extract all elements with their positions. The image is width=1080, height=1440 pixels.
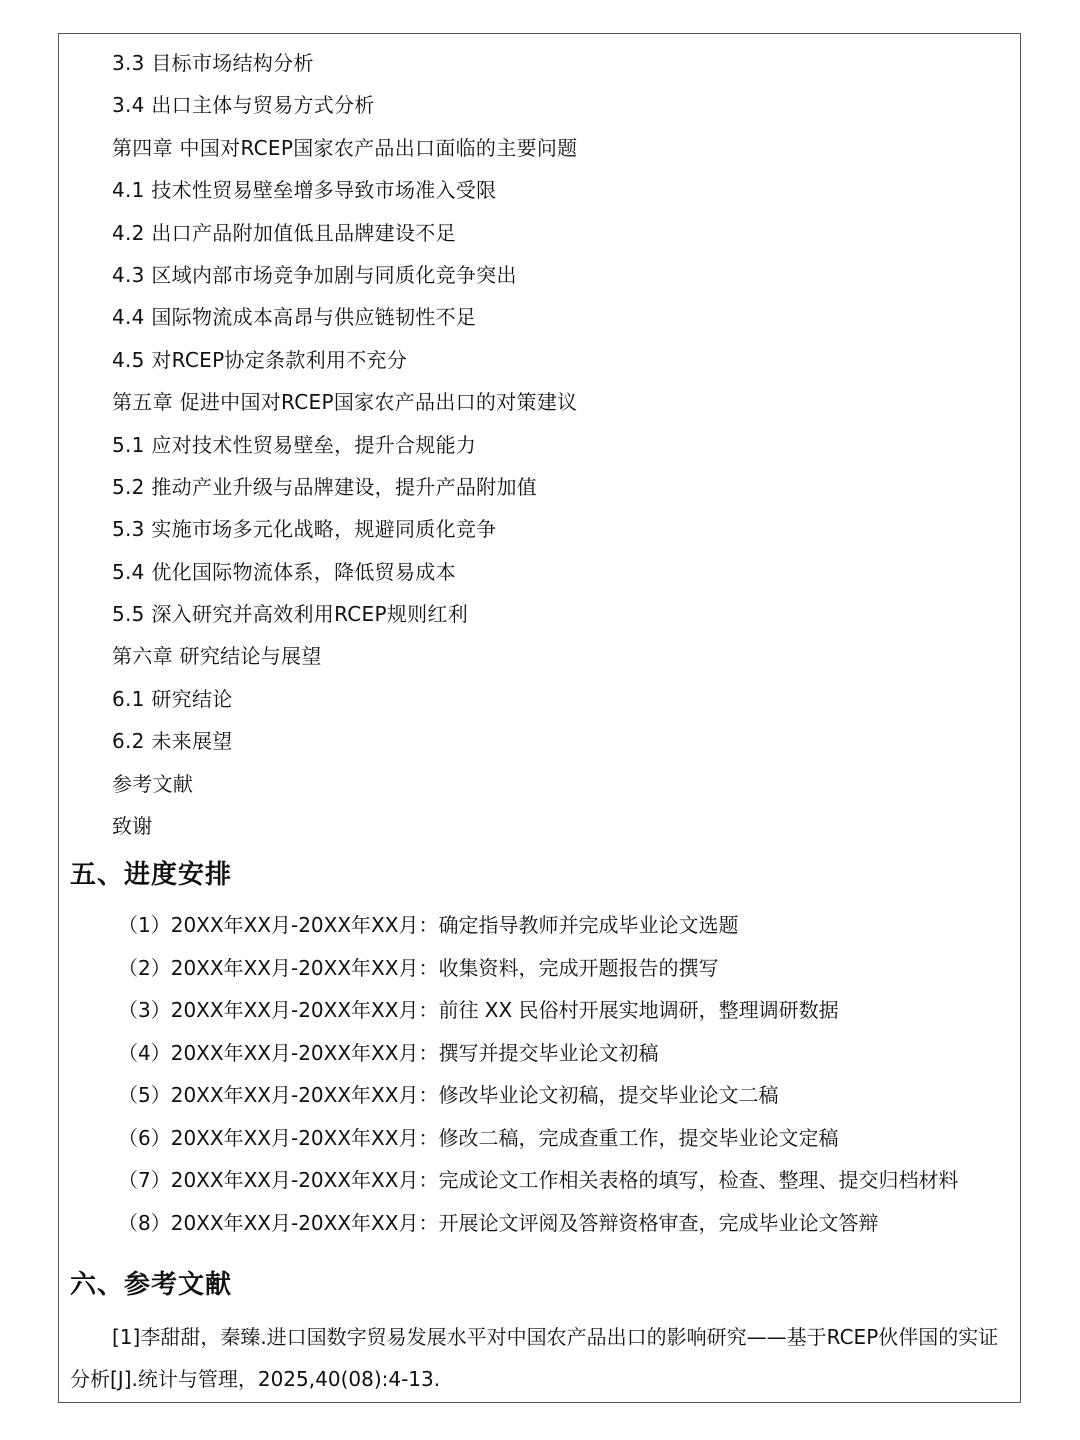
toc-item: 5.1 应对技术性贸易壁垒，提升合规能力 (112, 432, 477, 457)
reference-item: [1]李甜甜，秦臻.进口国数字贸易发展水平对中国农产品出口的影响研究——基于RCEP伙伴国的实证分析[J].统计与管理，2025,40(08):4-13. (70, 1325, 999, 1391)
toc-chapter: 第五章 促进中国对RCEP国家农产品出口的对策建议 (112, 390, 578, 415)
schedule-list (118, 904, 958, 1244)
toc-item: 3.4 出口主体与贸易方式分析 (112, 93, 375, 118)
toc-item: 4.1 技术性贸易壁垒增多导致市场准入受限 (112, 178, 497, 203)
toc-item: 6.2 未来展望 (112, 729, 233, 754)
toc-item: 4.4 国际物流成本高昂与供应链韧性不足 (112, 305, 477, 330)
schedule-item: （3）20XX年XX月-20XX年XX月：前往 XX 民俗村开展实地调研，整理调研数据 (118, 998, 839, 1022)
toc-item: 5.5 深入研究并高效利用RCEP规则红利 (112, 602, 469, 627)
table-of-contents (112, 42, 577, 847)
schedule-item: （2）20XX年XX月-20XX年XX月：收集资料，完成开题报告的撰写 (118, 955, 719, 980)
schedule-item: （4）20XX年XX月-20XX年XX月：撰写并提交毕业论文初稿 (118, 1040, 659, 1065)
toc-item: 6.1 研究结论 (112, 686, 233, 711)
toc-item: 4.5 对RCEP协定条款利用不充分 (112, 347, 408, 372)
schedule-item: （6）20XX年XX月-20XX年XX月：修改二稿，完成查重工作，提交毕业论文定稿 (118, 1125, 839, 1150)
toc-chapter: 第四章 中国对RCEP国家农产品出口面临的主要问题 (112, 135, 578, 160)
schedule-item: （1）20XX年XX月-20XX年XX月：确定指导教师并完成毕业论文选题 (118, 913, 739, 937)
toc-item: 4.3 区域内部市场竞争加剧与同质化竞争突出 (112, 262, 517, 287)
toc-item: 5.2 推动产业升级与品牌建设，提升产品附加值 (112, 474, 538, 499)
schedule-item: （8）20XX年XX月-20XX年XX月：开展论文评阅及答辩资格审查，完成毕业论文答辩 (118, 1210, 879, 1235)
toc-item: 4.2 出口产品附加值低且品牌建设不足 (112, 220, 456, 245)
toc-item: 3.3 目标市场结构分析 (112, 51, 314, 75)
toc-item: 5.3 实施市场多元化战略，规避同质化竞争 (112, 517, 497, 542)
schedule-heading: 五、进度安排 (70, 860, 233, 890)
schedule-item: （5）20XX年XX月-20XX年XX月：修改毕业论文初稿，提交毕业论文二稿 (118, 1083, 779, 1107)
references-heading: 六、参考文献 (70, 1270, 233, 1300)
toc-chapter: 第六章 研究结论与展望 (112, 644, 322, 669)
toc-item: 5.4 优化国际物流体系，降低贸易成本 (112, 559, 456, 584)
toc-item: 致谢 (112, 814, 153, 839)
toc-item: 参考文献 (112, 771, 194, 796)
schedule-item: （7）20XX年XX月-20XX年XX月：完成论文工作相关表格的填写，检查、整理、提交归档材料 (118, 1168, 959, 1192)
